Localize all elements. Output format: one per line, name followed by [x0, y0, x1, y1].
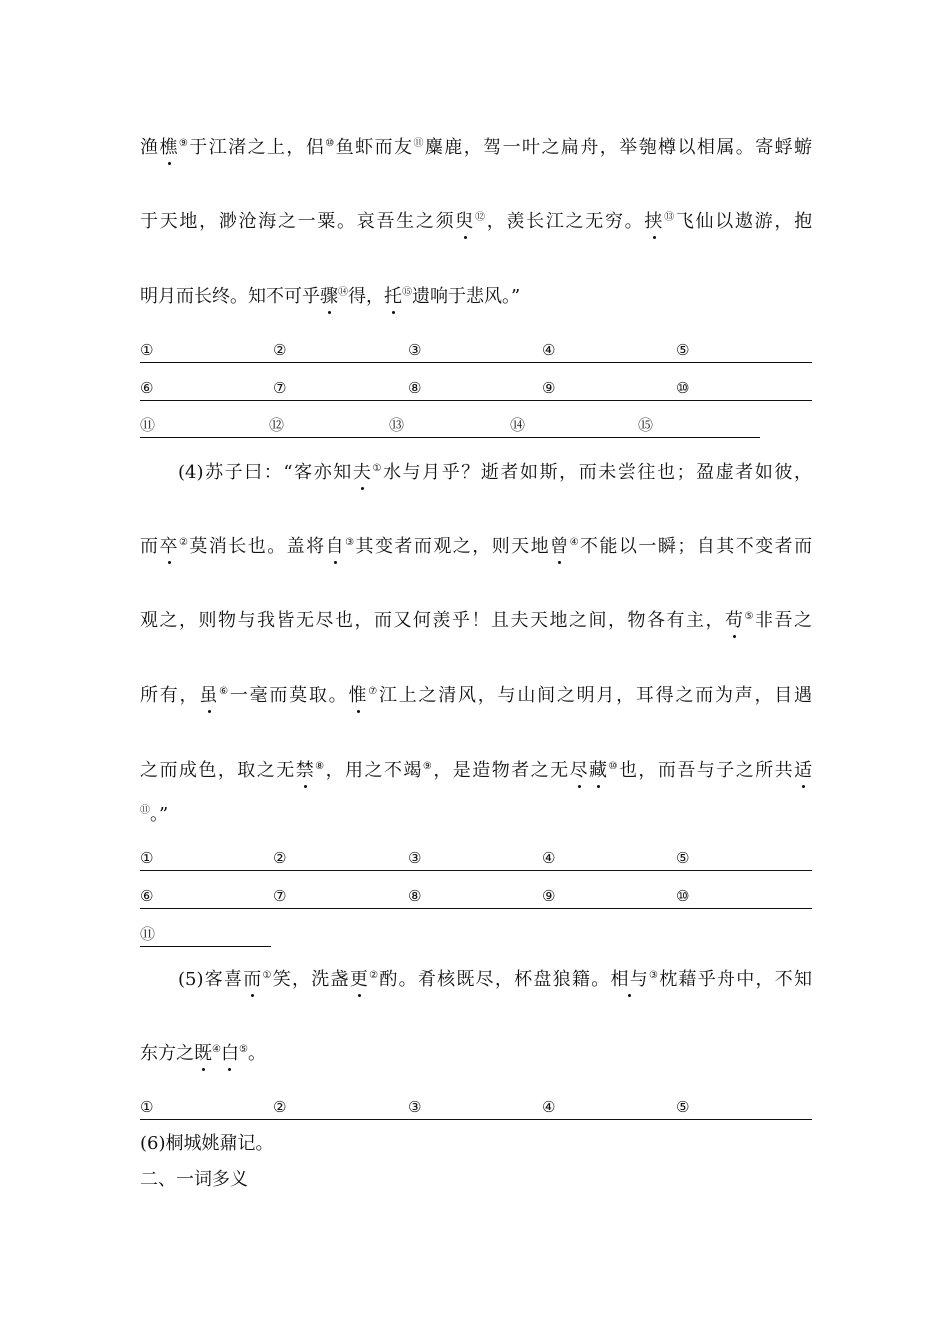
sec4-line-1: (4)苏子曰：“客亦知夫①水与月乎？逝者如斯，而未尝往也；盈虚者如彼，: [178, 462, 813, 483]
sec3-line-1: 渔樵⑨于江渚之上，侣⑩鱼虾而友⑪麋鹿，驾一叶之扁舟，举匏樽以相属。寄蜉蝣: [140, 137, 813, 158]
sec4-line-5: 之而成色，取之无禁⑧，用之不竭⑨，是造物者之无尽藏⑩也，而吾与子之所共适: [140, 760, 813, 781]
sec5-answer-row-1[interactable]: ① ② ③ ④ ⑤: [140, 1095, 812, 1120]
sec4-line-2: 而卒②莫消长也。盖将自③其变者而观之，则天地曾④不能以一瞬；自其不变者而: [140, 536, 813, 557]
sec4-line-6: ⑪。”: [140, 804, 169, 825]
sec4-answer-row-2[interactable]: ⑥ ⑦ ⑧ ⑨ ⑩: [140, 884, 812, 909]
sec3-answer-row-1[interactable]: ① ② ③ ④ ⑤: [140, 338, 812, 363]
sec6-text: (6)桐城姚鼐记。: [140, 1133, 274, 1154]
sec3-answer-row-3[interactable]: ⑪ ⑫ ⑬ ⑭ ⑮: [140, 413, 760, 438]
sec4-line-3: 观之，则物与我皆无尽也，而又何羡乎！且夫天地之间，物各有主，苟⑤非吾之: [140, 610, 813, 631]
sec4-line-4: 所有，虽⑥一毫而莫取。惟⑦江上之清风，与山间之明月，耳得之而为声，目遇: [140, 685, 813, 706]
section-heading-polysemy: 二、一词多义: [140, 1169, 248, 1190]
sec4-answer-row-3[interactable]: ⑪: [140, 922, 271, 947]
sec4-answer-row-1[interactable]: ① ② ③ ④ ⑤: [140, 846, 812, 871]
sec5-line-2: 东方之既④白⑤。: [140, 1043, 266, 1064]
sec3-answer-row-2[interactable]: ⑥ ⑦ ⑧ ⑨ ⑩: [140, 376, 812, 401]
sec3-line-2: 于天地，渺沧海之一粟。哀吾生之须臾⑫，羡长江之无穷。挟⑬飞仙以遨游，抱: [140, 211, 813, 232]
sec3-line-3: 明月而长终。知不可乎骤⑭得，托⑮遗响于悲风。”: [140, 286, 521, 307]
sec5-line-1: (5)客喜而①笑，洗盏更②酌。肴核既尽，杯盘狼籍。相与③枕藉乎舟中，不知: [178, 969, 813, 990]
